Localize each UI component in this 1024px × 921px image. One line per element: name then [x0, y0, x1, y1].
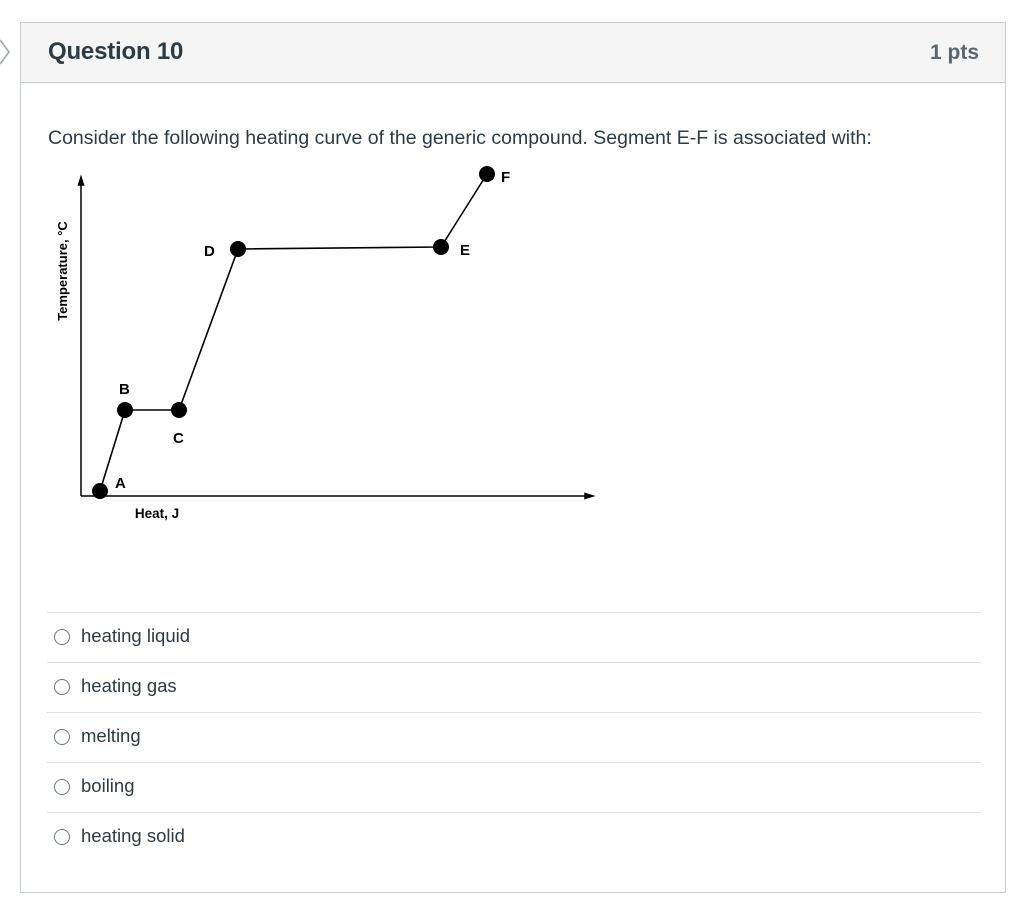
point-e-marker — [433, 239, 449, 255]
answer-label[interactable]: heating solid — [81, 825, 185, 846]
axes — [79, 177, 594, 499]
answer-option[interactable] — [47, 662, 981, 712]
point-b-marker — [117, 402, 133, 418]
point-f-marker — [479, 166, 495, 182]
point-a-label: A — [115, 475, 126, 492]
heating-curve-figure — [21, 23, 1005, 583]
point-c-marker — [171, 402, 187, 418]
y-axis-arrow — [79, 177, 84, 185]
radio-button[interactable] — [54, 729, 70, 745]
radio-button[interactable] — [54, 829, 70, 845]
point-c-label: C — [173, 430, 184, 447]
curve-points — [92, 166, 495, 499]
answer-label[interactable]: heating gas — [81, 675, 177, 696]
heating-curve-line — [100, 174, 487, 491]
answer-option[interactable] — [47, 712, 981, 762]
question-nav-chevron-icon[interactable] — [0, 38, 12, 66]
point-e-label: E — [460, 242, 471, 259]
answer-option[interactable] — [47, 762, 981, 812]
answer-list — [47, 612, 981, 862]
point-b-label: B — [119, 381, 130, 398]
radio-button[interactable] — [54, 629, 70, 645]
x-axis-arrow — [585, 494, 593, 499]
question-points: 1 pts — [929, 41, 979, 64]
question-card — [20, 22, 1006, 893]
point-d-marker — [230, 241, 246, 257]
x-axis-label: Heat, J — [134, 506, 180, 521]
question-text: Consider the following heating curve of the generic compound. Segment E-F is associated with: — [48, 127, 872, 149]
heating-curve — [100, 174, 487, 491]
answer-label[interactable]: heating liquid — [81, 625, 191, 646]
answer-label[interactable]: melting — [81, 725, 141, 746]
point-d-label: D — [204, 243, 215, 260]
answer-label[interactable]: boiling — [81, 775, 135, 796]
radio-button[interactable] — [54, 679, 70, 695]
answer-option[interactable] — [47, 612, 981, 662]
point-labels — [115, 169, 510, 492]
y-axis-label: Temperature, °C — [55, 221, 70, 321]
answer-option[interactable] — [47, 812, 981, 862]
question-title: Question 10 — [48, 38, 184, 65]
point-a-marker — [92, 483, 108, 499]
point-f-label: F — [501, 169, 511, 186]
radio-button[interactable] — [54, 779, 70, 795]
